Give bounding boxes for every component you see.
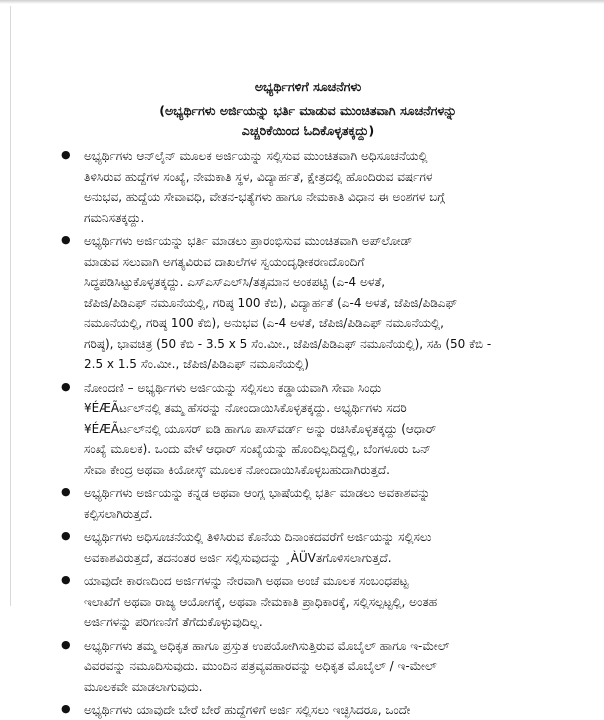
toolbar-shadow — [0, 0, 604, 4]
instruction-text-line: ಅಭ್ಯರ್ಥಿಗಳು ಆನ್‌ಲೈನ್ ಮೂಲಕ ಅರ್ಜಿಯನ್ನು ಸಲ್ಲಿಸುವ ಮುಂಚಿತವಾಗಿ ಅಧಿಸೂಚನೆಯಲ್ಲಿ — [84, 149, 428, 163]
bullet-icon: ● — [61, 485, 71, 498]
instruction-text-line: ¥ÉÆÃರ್ಟಲ್‌ನಲ್ಲಿ ಯೂಸರ್ ಐಡಿ ಹಾಗೂ ಪಾಸ್‌ವರ್ಡ್ ಅನ್ನು ರಚಿಸಿಕೊಳ್ಳತಕ್ಕದ್ದು (ಆಧಾರ್ — [84, 421, 437, 436]
instruction-text-line: ಅಭ್ಯರ್ಥಿಗಳು ತಮ್ಮ ಅಧಿಕೃತ ಹಾಗೂ ಪ್ರಸ್ತುತ ಉಪಯೋಗಿಸುತ್ತಿರುವ ಮೊಬೈಲ್ ಹಾಗೂ ಇ-ಮೇಲ್ — [84, 638, 450, 653]
instruction-text-line: ಅಭ್ಯರ್ಥಿಗಳು ಅಧಿಸೂಚನೆಯಲ್ಲಿ ತಿಳಿಸಿರುವ ಕೊನೆಯ ದಿನಾಂಕದವರೆಗೆ ಅರ್ಜಿಯನ್ನು ಸಲ್ಲಿಸಲು — [84, 530, 432, 544]
instruction-text-line: ವಿವರವನ್ನು ನಮೂದಿಸುವುದು. ಮುಂದಿನ ಪತ್ರವ್ಯವಹಾರವನ್ನು ಅಧಿಕೃತ ಮೊಬೈಲ್ / ಇ-ಮೇಲ್ — [84, 659, 437, 673]
bullet-icon: ● — [61, 233, 71, 246]
instruction-text-line: ಅರ್ಜಿಗಳನ್ನು ಪರಿಗಣನೆಗೆ ತೆಗೆದುಕೊಳ್ಳುವುದಿಲ್ಲ. — [84, 615, 263, 629]
instruction-text-line: ನಮೂನೆಯಲ್ಲಿ, ಗರಿಷ್ಠ 100 ಕೆಬಿ), ಅನುಭವ (ಎ-4 ಅಳತೆ, ಜೆಪಿಜಿ/ಪಿಡಿಎಫ್ ನಮೂನೆಯಲ್ಲಿ, — [84, 316, 444, 330]
instruction-text-line: ಕಲ್ಪಿಸಲಾಗಿರುತ್ತದೆ. — [84, 506, 153, 521]
instruction-text-line: 2.5 x 1.5 ಸೆಂ.ಮೀ., ಜೆಪಿಜಿ/ಪಿಡಿಎಫ್ ನಮೂನೆಯಲ್ಲಿ) — [84, 357, 309, 371]
instruction-text-line: ಅಭ್ಯರ್ಥಿಗಳು ಯಾವುದೇ ಬೇರೆ ಬೇರೆ ಹುದ್ದೆಗಳಿಗೆ ಅರ್ಜಿ ಸಲ್ಲಿಸಲು ಇಚ್ಛಿಸಿದರೂ, ಒಂದೇ — [84, 703, 411, 717]
instruction-text-line: ತಿಳಿಸಿರುವ ಹುದ್ದೆಗಳ ಸಂಖ್ಯೆ, ನೇಮಕಾತಿ ಸ್ಥಳ, ವಿದ್ಯಾರ್ಹತೆ, ಕ್ಷೇತ್ರದಲ್ಲಿ ಹೊಂದಿರುವ ವರ್ಷಗಳ — [84, 169, 433, 184]
document-subtitle-line-1: (ಅಭ್ಯರ್ಥಿಗಳು ಅರ್ಜಿಯನ್ನು ಭರ್ತಿ ಮಾಡುವ ಮುಂಚಿತವಾಗಿ ಸೂಚನೆಗಳನ್ನು — [159, 103, 457, 118]
instruction-text-line: ಅಭ್ಯರ್ಥಿಗಳು ಅರ್ಜಿಯನ್ನು ಕನ್ನಡ ಅಥವಾ ಆಂಗ್ಲ ಭಾಷೆಯಲ್ಲಿ ಭರ್ತಿ ಮಾಡಲು ಅವಕಾಶವನ್ನು — [84, 486, 431, 500]
instruction-text-line: ¥ÉÆÃರ್ಟಲ್‌ನಲ್ಲಿ ತಮ್ಮ ಹೆಸರನ್ನು ನೋಂದಾಯಿಸಿಕೊಳ್ಳತಕ್ಕದ್ದು. ಅಭ್ಯರ್ಥಿಗಳು ಸದರಿ — [84, 401, 407, 415]
instruction-text-line: ಸಿದ್ಧಪಡಿಸಿಟ್ಟುಕೊಳ್ಳತಕ್ಕದ್ದು. ಎಸ್‌ಎಸ್‌ಎಲ್‌ಸಿ/ತತ್ಸಮಾನ ಅಂಕಪಟ್ಟಿ (ಎ-4 ಅಳತೆ, — [84, 275, 386, 289]
instruction-text-line: ಗರಿಷ್ಠ), ಭಾವಚಿತ್ರ (50 ಕೆಬಿ - 3.5 x 5 ಸೆಂ.ಮೀ., ಜೆಪಿಜಿ/ಪಿಡಿಎಫ್ ನಮೂನೆಯಲ್ಲಿ), ಸಹಿ (50 ಕೆಬಿ - — [84, 336, 492, 351]
instruction-text-line: ನೋಂದಣಿ – ಅಭ್ಯರ್ಥಿಗಳು ಅರ್ಜಿಯನ್ನು ಸಲ್ಲಿಸಲು ಕಡ್ಡಾಯವಾಗಿ ಸೇವಾ ಸಿಂಧು — [84, 380, 382, 395]
instruction-text-line: ಅಭ್ಯರ್ಥಿಗಳು ಅರ್ಜಿಯನ್ನು ಭರ್ತಿ ಮಾಡಲು ಪ್ರಾರಂಭಿಸುವ ಮುಂಚಿತವಾಗಿ ಅಪ್‌ಲೋಡ್ — [84, 234, 413, 248]
bullet-icon: ● — [61, 702, 71, 715]
document-page — [10, 6, 604, 717]
instruction-text-line: ಇಲಾಖೆಗೆ ಅಥವಾ ರಾಜ್ಯ ಆಯೋಗಕ್ಕೆ, ಅಥವಾ ನೇಮಕಾತಿ ಪ್ರಾಧಿಕಾರಕ್ಕೆ, ಸಲ್ಲಿಸಲ್ಪಟ್ಟಲ್ಲಿ, ಅಂತಹ — [84, 594, 438, 609]
bullet-icon: ● — [61, 379, 71, 393]
bullet-icon: ● — [61, 573, 71, 586]
instruction-text-line: ಮೂಲಕವೇ ಮಾಡಲಾಗುವುದು. — [84, 679, 203, 694]
bullet-icon: ● — [61, 529, 71, 542]
instruction-text-line: ಸೇವಾ ಕೇಂದ್ರ ಅಥವಾ ಕಿಯೋಸ್ಕ್ ಮೂಲಕ ನೋಂದಾಯಿಸಿಕೊಳ್ಳಬಹುದಾಗಿರುತ್ತದೆ. — [84, 462, 390, 477]
bullet-icon: ● — [61, 148, 71, 161]
instruction-text-line: ಯಾವುದೇ ಕಾರಣದಿಂದ ಅರ್ಜಿಗಳನ್ನು ನೇರವಾಗಿ ಅಥವಾ ಅಂಚೆ ಮೂಲಕ ಸಂಬಂಧಪಟ್ಟ — [84, 574, 409, 588]
bullet-icon: ● — [61, 637, 71, 651]
document-title: ಅಭ್ಯರ್ಥಿಗಳಿಗೆ ಸೂಚನೆಗಳು — [254, 79, 362, 94]
instruction-text-line: ಅವಕಾಶವಿರುತ್ತದೆ, ತದನಂತರ ಅರ್ಜಿ ಸಲ್ಲಿಸುವುದನ್ನು ¸ÀÜVತಗೊಳಿಸಲಾಗುತ್ತದೆ. — [84, 550, 392, 565]
instruction-text-line: ಮಾಡುವ ಸಲುವಾಗಿ ಅಗತ್ಯವಿರುವ ದಾಖಲೆಗಳ ಸ್ವಯಂದೃಢೀಕರಣದೊಂದಿಗೆ — [84, 254, 365, 269]
document-subtitle-line-2: ಎಚ್ಚರಿಕೆಯಿಂದ ಓದಿಕೊಳ್ಳತಕ್ಕದ್ದು) — [241, 123, 375, 138]
instruction-text-line: ಜೆಪಿಜಿ/ಪಿಡಿಎಫ್ ನಮೂನೆಯಲ್ಲಿ, ಗರಿಷ್ಠ 100 ಕೆಬಿ), ವಿದ್ಯಾರ್ಹತೆ (ಎ-4 ಅಳತೆ, ಜೆಪಿಜಿ/ಪಿಡಿಎಫ್ — [84, 295, 458, 310]
instruction-text-line: ಅನುಭವ, ಹುದ್ದೆಯ ಸೇವಾವಧಿ, ವೇತನ-ಭತ್ಯೆಗಳು ಹಾಗೂ ನೇಮಕಾತಿ ವಿಧಾನ ಈ ಅಂಶಗಳ ಬಗ್ಗೆ — [84, 190, 445, 204]
instruction-text-line: ಗಮನಿಸತಕ್ಕದ್ದು. — [84, 210, 145, 225]
instruction-text-line: ಸಂಖ್ಯೆ ಮೂಲಕ). ಒಂದು ವೇಳೆ ಆಧಾರ್ ಸಂಖ್ಯೆಯನ್ನು ಹೊಂದಿಲ್ಲದಿದ್ದಲ್ಲಿ, ಬೆಂಗಳೂರು ಒನ್ — [84, 442, 431, 456]
